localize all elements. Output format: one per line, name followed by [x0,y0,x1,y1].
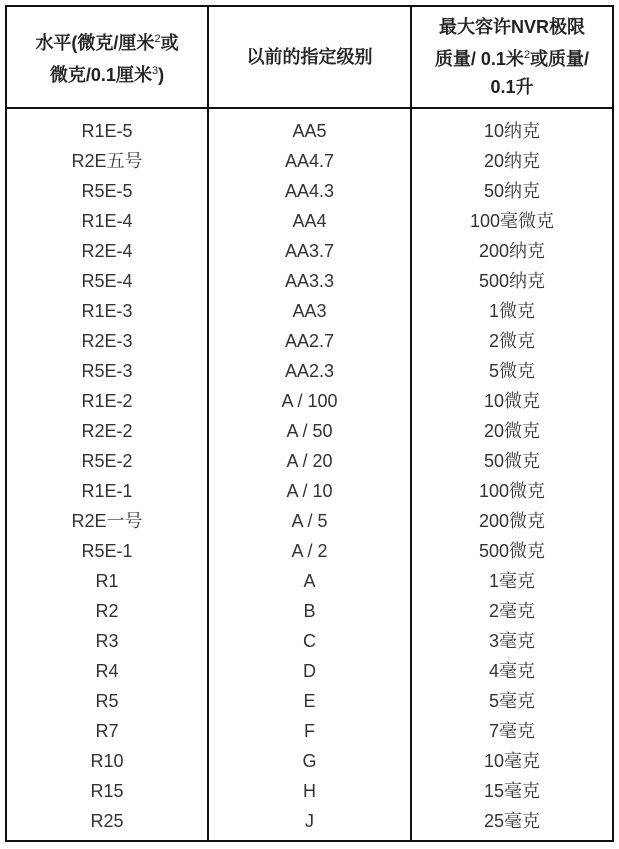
level-cell: R2E五号 [71,151,143,171]
designation-cell: AA5 [292,121,327,141]
designation-cell: AA4.3 [284,181,335,201]
header-text: 或质量/ [530,49,590,69]
level-cell: R2E一号 [71,511,143,531]
header-text: 0.1升 [490,77,534,97]
level-cell: R1E-2 [81,391,133,411]
level-cell: R1E-5 [81,121,133,141]
max-nvr-cell: 2微克 [488,331,535,351]
designation-cell: A [303,571,316,591]
designation-cell: AA3 [292,301,327,321]
level-cell: R5 [95,691,119,711]
designation-cell: J [305,811,314,831]
max-nvr-cell: 7毫克 [488,721,535,741]
designation-column [208,108,411,841]
max-nvr-cell: 15毫克 [483,781,541,801]
level-cell: R10 [90,751,124,771]
designation-cell: H [303,781,316,801]
level-cell: R1E-3 [81,301,133,321]
level-cell: R5E-1 [81,541,133,561]
designation-cell: A / 20 [286,451,333,471]
level-column [6,108,208,841]
designation-cell: A / 2 [291,541,328,561]
nvr-level-table [5,5,614,842]
designation-cell: AA3.7 [284,241,335,261]
max-nvr-cell: 3毫克 [488,631,535,651]
level-cell: R7 [95,721,119,741]
designation-cell: A / 5 [291,511,328,531]
max-nvr-cell: 2毫克 [488,601,535,621]
level-cell: R2 [95,601,119,621]
max-nvr-cell: 5微克 [488,361,535,381]
designation-cell: AA4 [292,211,327,231]
body-row [6,108,613,841]
header-text: 水平(微克/厘米 [35,33,155,53]
header-text: ) [158,65,165,85]
level-cell: R1E-1 [81,481,133,501]
max-nvr-cell: 20微克 [483,421,541,441]
superscript: 2 [523,49,531,61]
level-cell: R1 [95,571,119,591]
level-cell: R3 [95,631,119,651]
designation-cell: B [303,601,316,621]
max-nvr-cell: 500微克 [478,541,546,561]
designation-cell: F [304,721,315,741]
max-nvr-column [411,108,613,841]
designation-cell: D [303,661,316,681]
designation-cell: A / 10 [286,481,333,501]
header-text: 微克/0.1厘米 [49,65,152,85]
level-cell: R15 [90,781,124,801]
header-max-nvr [411,6,613,108]
header-previous-designation: 以前的指定级别 [208,6,411,108]
max-nvr-cell: 10毫克 [483,751,541,771]
header-text: 质量/ 0.1米 [434,49,524,69]
designation-cell: AA4.7 [284,151,335,171]
designation-cell: AA2.3 [284,361,335,381]
header-row [6,6,613,108]
designation-cell: AA3.3 [284,271,335,291]
designation-cell: E [303,691,316,711]
max-nvr-cell: 25毫克 [483,811,541,831]
max-nvr-cell: 50纳克 [483,181,541,201]
header-text: 或 [160,33,179,53]
level-cell: R5E-4 [81,271,133,291]
level-cell: R5E-5 [81,181,133,201]
max-nvr-cell: 1毫克 [488,571,535,591]
designation-cell: C [303,631,316,651]
level-cell: R1E-4 [81,211,133,231]
max-nvr-cell: 100微克 [478,481,546,501]
max-nvr-cell: 200微克 [478,511,546,531]
max-nvr-cell: 20纳克 [483,151,541,171]
header-text: 最大容许NVR极限 [438,17,585,37]
level-cell: R4 [95,661,119,681]
superscript: 2 [154,33,161,45]
max-nvr-cell: 1微克 [488,301,535,321]
header-level [6,6,208,108]
max-nvr-cell: 10微克 [483,391,541,411]
max-nvr-cell: 500纳克 [478,271,546,291]
level-cell: R2E-2 [81,421,133,441]
designation-cell: A / 50 [286,421,333,441]
superscript: 3 [151,65,159,77]
level-cell: R25 [90,811,124,831]
max-nvr-cell: 100毫微克 [469,211,555,231]
designation-cell: AA2.7 [284,331,335,351]
designation-cell: A / 100 [281,391,338,411]
designation-cell: G [302,751,317,771]
max-nvr-cell: 50微克 [483,451,541,471]
max-nvr-cell: 10纳克 [483,121,541,141]
level-cell: R5E-3 [81,361,133,381]
level-cell: R5E-2 [81,451,133,471]
max-nvr-cell: 200纳克 [478,241,546,261]
level-cell: R2E-3 [81,331,133,351]
level-cell: R2E-4 [81,241,133,261]
max-nvr-cell: 4毫克 [488,661,535,681]
max-nvr-cell: 5毫克 [488,691,535,711]
